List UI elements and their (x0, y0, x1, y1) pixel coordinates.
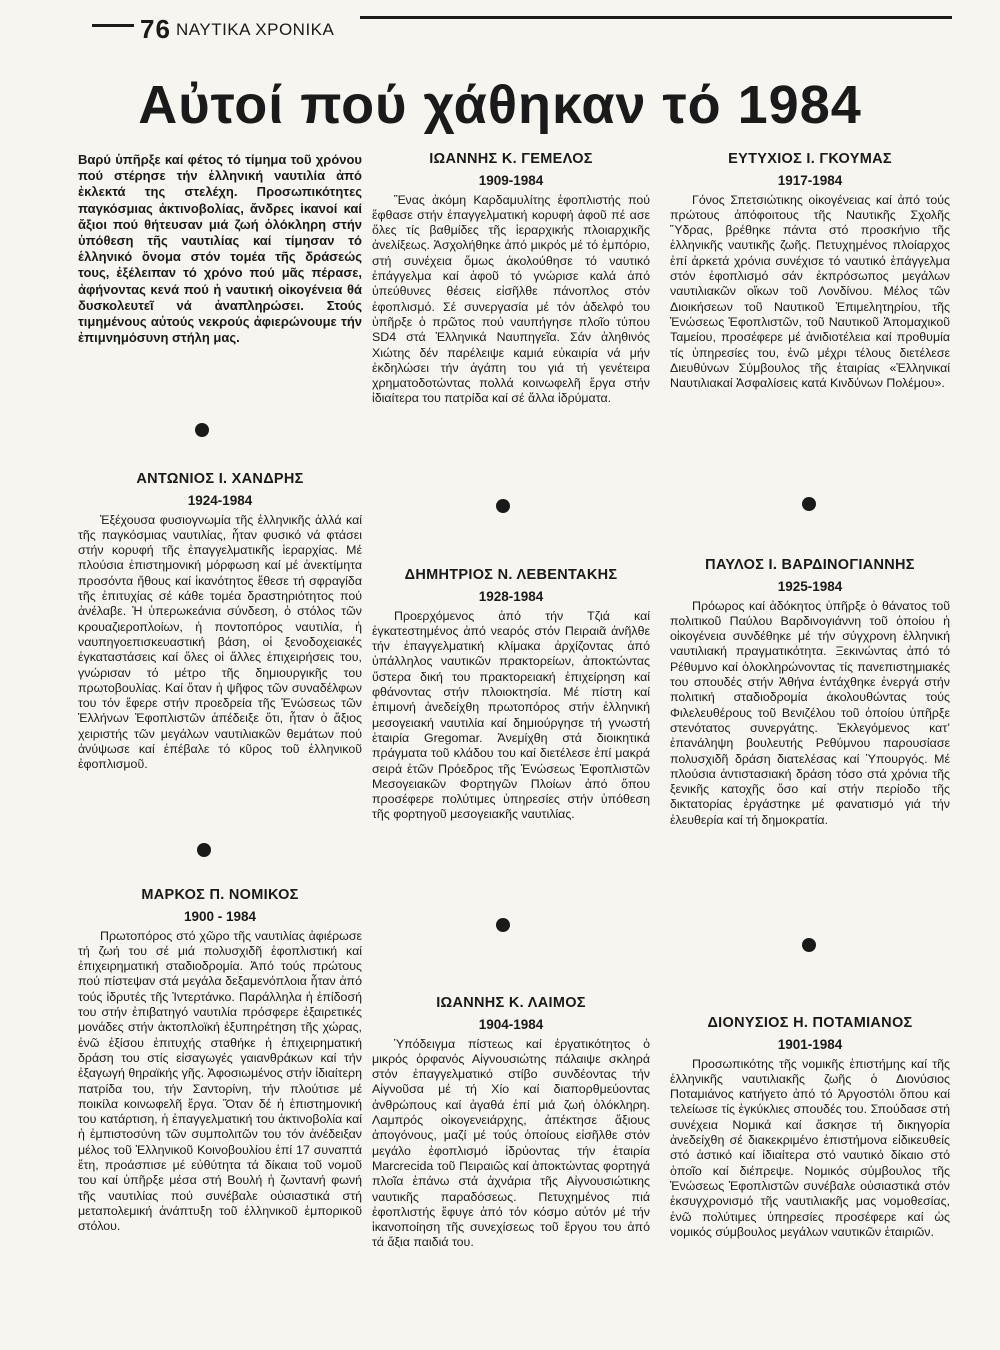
obituary-gemelos (372, 152, 650, 407)
obituary-name: ΕΥΤΥΧΙΟΣ Ι. ΓΚΟΥΜΑΣ (728, 151, 892, 167)
obituary-years: 1925-1984 (777, 579, 843, 595)
obituary-text: Πρωτοπόρος στό χῶρο τῆς ναυτιλίας ἀφιέρωσε τή ζωή του σέ μιά πολυσχιδῆ ἐφοπλιστική καί ἐπιχειρηματική σταδιοδρομία. Ἀπό τούς πρώτους πού πίστεψαν στά μεγάλα δεξαμενόπλοια ἦταν ἀπό τούς ἱδρυτές τῆς Ἰντερτάνκο. Παράλληλα ἡ ἐπίδοσή του στήν ἐπιβατηγό ναυτιλία πρόσφερε ἐξαιρετικές μονάδες στήν ἀκτοπλοϊκή ἐξυπηρέτηση τῆς χώρας, ἐνῶ ἐξίσου ἐπιτυχής σταθήκε ἡ ἐπιχειρηματική δράση του στίς εἰσαγωγές γαιανθράκων καί τήν ἐξαγωγή θηραϊκής γῆς. Ἀφοσιωμένος στήν ἰδιαίτερη πατρίδα του, τήν Σαντορίνη, τήν πλούτισε μέ ποικίλα κοινωφελῆ ἔργα. Ὅταν δέ ἡ ἐπιστημονική του κατάρτιση, ἡ ἐπαγγελματική του ἀκτινοβολία καί ἡ ἐμπιστοσύνη τῶν συμπολιτῶν του τόν ἀνέδειξαν μέλος τοῦ Ἑλληνικοῦ Κοινοβουλίου ἐπί 17 συναπτά ἔτη, προάσπισε μέ εὐθύτητα τά δίκαια τοῦ νομοῦ του καί ὑπῆρξε μέσα στή Βουλή ἡ ζωντανή φωνή τῆς ναυτιλίας πού συνέβαλε οὐσιαστικά στή μεταπολεμική ἀνάπτυξη τοῦ ἑλληνικοῦ ἐμπορικοῦ στόλου. (78, 928, 362, 1234)
obituary-text: Ἐξέχουσα φυσιογνωμία τῆς ἑλληνικῆς ἀλλά καί τῆς παγκόσμιας ναυτιλίας, ἦταν φυσικό νά φτάσει στήν κορυφή τῆς ἐπαγγελματικῆς ἱεραρχίας. Μέ πλούσια ἐπιστημονική μόρφωση καί μέ ἀνεκτίμητα προσόντα ἤθους καί ἱκανότητος ἔθεσε τή σφραγίδα τῆς ἐπιτυχίας σέ κάθε τομέα δραστηριότητος πού ἀνέλαβε. Ἡ ὑπερωκεάνια σύνδεση, ὁ στόλος τῶν κρουαζιεροπλοίων, ἡ ποντοπόρος ναυτιλία, ἡ ναυπηγοεπισκευαστική βάση, οἱ ξενοδοχειακές ἐγκαταστάσεις καί ὅλες οἱ ἄλλες ἐπιχειρήσεις του, γνώρισαν τό μέτρο τῆς δημιουργικῆς του πρωτοβουλίας. Καί ὅταν ἡ ψῆφος τῶν συναδέλφων του τόν ἔφερε στήν προεδρεία τῆς Ἑνώσεως τῶν Ἑλλήνων Ἐφοπλιστῶν ἀπέδειξε ὅτι, ἦταν ὁ ἄξιος χειριστής τῶν μεγάλων ναυτιλιακῶν θεμάτων πού ἀνύψωσε καί ἐπέβαλε τό κῦρος τοῦ ἑλληνικοῦ ἐφοπλισμοῦ. (78, 512, 362, 772)
obituary-years: 1901-1984 (777, 1037, 843, 1053)
obituary-text: Ὑπόδειγμα πίστεως καί ἐργατικότητος ὁ μικρός ὀρφανός Αἰγνουσιώτης πάλαιψε σκληρά στόν ἐπαγγελματικό στίβο συνδέοντας τήν Αἰγνοῦσα μέ τή Χίο καί διαπορθμεύοντας ἀνθρώπους καί ἀγαθά ἐπί μιά ζωή ὁλόκληρη. Λαμπρός οἰκογενειάρχης, ἀπέκτησε ἄξιους ἀπογόνους, μαζί μέ τούς ὁποίους εἰσῆλθε στόν μεγάλο ἐφοπλισμό ἱδρύοντας τήν ἑταιρία Marcrecida τοῦ Πειραιῶς καί ἀποκτώντας φορτηγά πλοῖα ἐπάνω στά ἀχνάρια τῆς Αἰγνουσιώτικης ναυτικῆς παραδόσεως. Πετυχημένος πιά ἐφοπλιστής ἔφυγε ἀπό τόν κόσμο αὐτόν μέ τήν ἱκανοποίηση τῆς συνεχίσεως τοῦ ἔργου του ἀπό τά ἄξια παιδιά του. (372, 1036, 650, 1250)
obituary-name: ΙΩΑΝΝΗΣ Κ. ΓΕΜΕΛΟΣ (429, 151, 593, 167)
obituary-years: 1917-1984 (777, 173, 843, 189)
separator-dot (496, 499, 510, 513)
separator-dot (496, 918, 510, 932)
obituary-years: 1909-1984 (478, 173, 544, 189)
obituary-name: ΔΙΟΝΥΣΙΟΣ Η. ΠΟΤΑΜΙΑΝΟΣ (707, 1015, 913, 1031)
obituary-years: 1928-1984 (478, 589, 544, 605)
separator-dot (195, 423, 209, 437)
obituary-years: 1924-1984 (187, 493, 253, 509)
obituary-nomikos (78, 888, 362, 1235)
page-number: 76 (140, 14, 171, 44)
obituary-text: Προσωπικότης τῆς νομικῆς ἐπιστήμης καί τῆς ἑλληνικῆς ναυτιλιακῆς ζωῆς ὁ Διονύσιος Ποταμιάνος κατήγετο ἀπό τό Ἀργοστόλι ὅπου καί τελείωσε τίς ἐγκύκλιες σπουδές του. Σπούδασε στή συνέχεια Νομικά καί ἄσκησε τή δικηγορία ἀνεδείχθη σέ διακεκριμένο ἐπιστήμονα εἰδικευθείς στό ἀστικό καί ἰδιαίτερα στό ναυτικό δίκαιο στό ὁποῖο καί διέπρεψε. Νομικός σύμβουλος τῆς Ἑνώσεως Ἐφοπλιστῶν συνέβαλε οὐσιαστικά στόν ἐκσυγχρονισμό τῆς ναυτιλιακῆς μας νομοθεσίας, ἐνῶ πολύτιμες ὑπηρεσίες προσέφερε καί ὡς νομικός σύμβουλος μεγάλων ναυτικῶν ἑταιριῶν. (670, 1056, 950, 1239)
obituary-years: 1904-1984 (478, 1017, 544, 1033)
page-headline: Αὐτοί πού χάθηκαν τό 1984 (138, 75, 862, 135)
obituary-vardinogiannis (670, 558, 950, 828)
obituary-text: Πρόωρος καί ἀδόκητος ὑπῆρξε ὁ θάνατος τοῦ πολιτικοῦ Παύλου Βαρδινογιάννη τοῦ ὁποίου ἡ οἰκογένεια συνδέθηκε μέ τήν σύγχρονη ἑλληνική ναυτιλιακή πραγματικότητα. Ξεκινώντας ἀπό τό Ρέθυμνο καί ὁλοκληρώνοντας τίς πανεπιστημιακές του σπουδές στήν Ἀθήνα ἐντάχθηκε ἐνεργά στήν πολιτική σταδιοδρομία ἀκολουθώντας τούς Φιλελευθέρους τοῦ Βενιζέλου τοῦ ὁποίου ὑπῆρξε στενότατος συνεργάτης. Ἐκλεγόμενος κατ’ ἐπανάληψη βουλευτής Ρεθύμνου παρουσίασε πολυσχιδῆ δράση διατελέσας καί Ὑπουργός. Μέ πλούσια ἀντιστασιακή δράση τόσο στά χρόνια τῆς ξενικῆς κατοχῆς ὅσο καί στήν περίοδο τῆς δικτατορίας ἐργάστηκε μέ φανατισμό γιά τήν ἐλευθερία καί τή δημοκρατία. (670, 598, 950, 827)
header-rule-right (360, 16, 952, 19)
obituary-name: ΙΩΑΝΝΗΣ Κ. ΛΑΙΜΟΣ (436, 995, 586, 1011)
separator-dot (802, 938, 816, 952)
obituary-chandris (78, 472, 362, 773)
obituary-leventakis (372, 568, 650, 823)
header-rule-left (92, 24, 134, 27)
obituary-name: ΔΗΜΗΤΡΙΟΣ Ν. ΛΕΒΕΝΤΑΚΗΣ (404, 567, 618, 583)
obituary-potamianos (670, 1016, 950, 1240)
obituary-text: Γόνος Σπετσιώτικης οἰκογένειας καί ἀπό τούς πρώτους ἀπόφοιτους τῆς Ναυτικῆς Σχολῆς Ὕδρας, βρέθηκε πάντα στό προσκήνιο τῆς ἑλληνικῆς ναυτικῆς ζωῆς. Πετυχημένος πλοίαρχος ἐπί ἀρκετά χρόνια συνέχισε τό ναυτικό ἐπάγγελμα στόν ἐφοπλισμό σάν ἐκπρόσωπος μεγάλων ναυτιλιακῶν οἴκων τοῦ Λονδίνου. Μέλος τῶν Διοικήσεων τοῦ Ναυτικοῦ Ἐπιμελητηρίου, τῆς Ἑνώσεως Ἐφοπλιστῶν, τοῦ Ναυτικοῦ Ἀπομαχικοῦ Ταμείου, προσέφερε μέ ἀνιδιοτέλεια καί προθυμία τίς ὑπηρεσίες του, ἐνῶ μέχρι τέλους διετέλεσε Διευθύνων Σύμβουλος τῆς ἑταιρίας «Ἑλληνικαί Ναυτιλιακαί Ἀσφαλίσεις κατά Κινδύνων Πολέμου». (670, 192, 950, 391)
obituary-text: Προερχόμενος ἀπό τήν Τζιά καί ἐγκατεστημένος ἀπό νεαρός στόν Πειραιᾶ ἀνῆλθε τήν ἐπαγγελματική κλίμακα ἀρχίζοντας ἀπό ὑπάλληλος ναυτικῶν πρακτορείων, ἀποκτώντας ὕστερα δική του πρακτορειακή ἐπιχείρηση καί φθάνοντας στήν πλοιοκτησία. Μέ πίστη καί ἐπιμονή ἀνεδείχθη πρωτοπόρος στήν ἑλληνική μεσογειακή ναυτιλία καί δημιούργησε τή γνωστή ἑταιρία Gregomar. Ἀνεμίχθη στά διοικητικά πράγματα τοῦ κλάδου του καί διετέλεσε ἐπί μακρά σειρά ἐτῶν Πρόεδρος τῆς Ἑνώσεως Ἐφοπλιστῶν Μεσογειακῶν Φορτηγῶν Πλοίων ἀπό ὅπου προσέφερε πολύτιμες ὑπηρεσίες στήν ὑπόθεση τῆς φορτηγοῦ μεσογειακῆς ναυτιλίας. (372, 608, 650, 822)
separator-dot (197, 843, 211, 857)
obituary-years: 1900 - 1984 (183, 909, 257, 925)
obituary-laimos (372, 996, 650, 1251)
obituary-name: ΠΑΥΛΟΣ Ι. ΒΑΡΔΙΝΟΓΙΑΝΝΗΣ (705, 557, 915, 573)
separator-dot (802, 497, 816, 511)
obituary-text: Ἕνας ἀκόμη Καρδαμυλίτης ἐφοπλιστής πού ἔφθασε στήν ἐπαγγελματική κορυφή ἀφοῦ πέ ασε ὅλες τίς βαθμίδες τῆς ἱεραρχικής πλοιαρχικῆς ἀνελίξεως. Ἀσχολήθηκε ἀπό μικρός μέ τό ἐμπόριο, στή συνέχεια ὅμως ἀκολούθησε τό ναυτικό ἐπάγγελμα καί ἀφοῦ τό γνώρισε καλά ἀπό ὑπεύθυνες θέσεις εἰσῆλθε πάνοπλος στόν ἐφοπλισμό. Σέ συνεργασία μέ τόν ἀδελφό του ὑπῆρξε ὁ πρῶτος πού ναυπήγησε πλοῖο τύπου SD4 στά Ἑλληνικά Ναυπηγεῖα. Σάν ἀληθινός Χιώτης δέν παρέλειψε καμιά εὐκαιρία νά μήν ἐκδηλώσει τήν ἀγάπη του γιά τή γενέτειρα χρηματοδοτώντας πολλά κοινωφελῆ ἔργα στήν ἰδιαίτερα του πατρίδα καί σέ ἄλλα ἱδρύματα. (372, 192, 650, 406)
obituary-goumas (670, 152, 950, 391)
obituary-name: ΜΑΡΚΟΣ Π. ΝΟΜΙΚΟΣ (141, 887, 299, 903)
obituary-name: ΑΝΤΩΝΙΟΣ Ι. ΧΑΝΔΡΗΣ (136, 471, 304, 487)
magazine-name: ΝΑΥΤΙΚΑ ΧΡΟΝΙΚΑ (176, 20, 335, 39)
intro-paragraph: Βαρύ ὑπῆρξε καί φέτος τό τίμημα τοῦ χρόνου πού στέρησε τήν ἑλληνική ναυτιλία ἀπό ἐκλεκτά της στελέχη. Προσωπικότητες παγκόσμιας ἀκτινοβολίας, ἄνδρες ἱκανοί καί ἄξιοι πού θήτευσαν μιά ζωή ὁλόκληρη στήν ὑπόθεση τῆς ναυτιλίας καί τίμησαν τό ἑλληνικό ὄνομα στόν τομέα τῆς δράσεώς τους, ἐξέλειπαν τό χρόνο πού μᾶς πέρασε, ἀφήνοντας κενά πού ἡ ναυτική οἰκογένεια θά δυσκολευτεῖ νά ἀναπληρώσει. Στούς τιμημένους αὐτούς νεκρούς ἀφιερώνουμε τήν ἐπιμνημόσυνη στήλη μας. (78, 152, 362, 346)
